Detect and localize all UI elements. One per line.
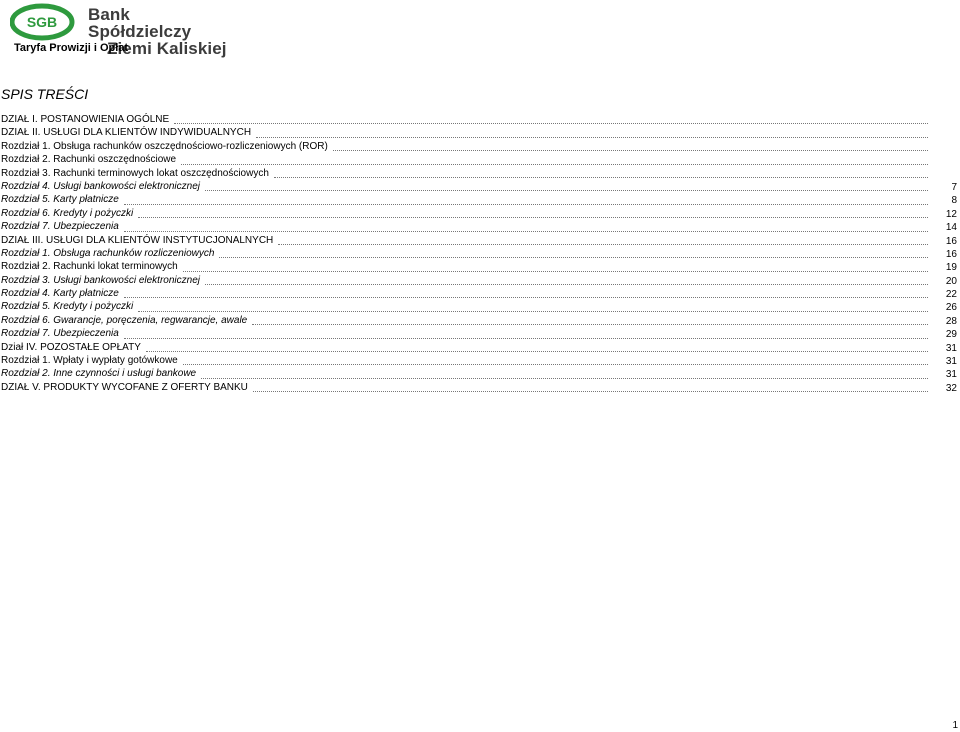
dot-leader <box>124 204 928 205</box>
dot-leader <box>183 271 928 272</box>
dot-leader <box>253 391 928 392</box>
toc-entry-label: Rozdział 1. Obsługa rachunków oszczędnościowo-rozliczeniowych (ROR) <box>1 140 331 153</box>
toc-entry-label: Rozdział 2. Rachunki oszczędnościowe <box>1 153 179 166</box>
toc-entry[interactable] <box>0 287 958 300</box>
toc-entry-page: 31 <box>945 369 957 381</box>
toc-entry-label: DZIAŁ I. POSTANOWIENIA OGÓLNE <box>1 113 172 126</box>
toc-entry[interactable] <box>0 153 958 166</box>
toc-entry-label: DZIAŁ II. USŁUGI DLA KLIENTÓW INDYWIDUALNYCH <box>1 126 254 139</box>
toc-entry-page: 22 <box>945 289 957 301</box>
dot-leader <box>174 123 928 124</box>
toc-entry[interactable] <box>0 274 958 287</box>
dot-leader <box>146 351 928 352</box>
toc-entry[interactable] <box>0 247 958 260</box>
toc-entry-label: Rozdział 2. Inne czynności i usługi bankowe <box>1 367 199 380</box>
toc-entry-page: 31 <box>945 342 957 354</box>
toc-entry[interactable] <box>0 341 958 354</box>
dot-leader <box>181 164 928 165</box>
dot-leader <box>252 324 928 325</box>
dot-leader <box>124 231 928 232</box>
toc-entry-label: Rozdział 6. Gwarancje, poręczenia, regwarancje, awale <box>1 314 250 327</box>
toc-entry[interactable] <box>0 234 958 247</box>
toc-entry-page: 7 <box>951 181 957 193</box>
toc-entry[interactable] <box>0 167 958 180</box>
toc-entry[interactable] <box>0 314 958 327</box>
toc-entry-label: Rozdział 7. Ubezpieczenia <box>1 220 122 233</box>
dot-leader <box>256 137 928 138</box>
toc-entry[interactable] <box>0 113 958 126</box>
toc-entry[interactable] <box>0 327 958 340</box>
toc-entry-label: Rozdział 3. Rachunki terminowych lokat oszczędnościowych <box>1 167 272 180</box>
toc-entry-page: 8 <box>951 195 957 207</box>
toc-entry[interactable] <box>0 207 958 220</box>
toc-entry-page: 20 <box>945 275 957 287</box>
dot-leader <box>138 311 928 312</box>
dot-leader <box>274 177 928 178</box>
toc-entry[interactable] <box>0 140 958 153</box>
toc-entry[interactable] <box>0 220 958 233</box>
dot-leader <box>333 150 928 151</box>
toc-entry-page: 28 <box>945 315 957 327</box>
dot-leader <box>219 257 928 258</box>
toc-entry-label: Rozdział 2. Rachunki lokat terminowych <box>1 260 181 273</box>
dot-leader <box>183 364 928 365</box>
toc-entry-label: Rozdział 3. Usługi bankowości elektronicznej <box>1 274 203 287</box>
bank-name-line1: Bank Spółdzielczy <box>88 5 192 41</box>
toc-entry-label: DZIAŁ V. PRODUKTY WYCOFANE Z OFERTY BANKU <box>1 381 251 394</box>
toc-entry[interactable] <box>0 260 958 273</box>
toc-entry[interactable] <box>0 126 958 139</box>
dot-leader <box>278 244 928 245</box>
toc-entry-label: Rozdział 1. Wpłaty i wypłaty gotówkowe <box>1 354 181 367</box>
toc-entry-page: 19 <box>945 262 957 274</box>
bank-name-line2: Ziemi Kaliskiej <box>107 39 227 58</box>
logo-text: SGB <box>26 14 58 30</box>
toc-entry[interactable] <box>0 193 958 206</box>
toc-entry-page: 14 <box>945 222 957 234</box>
dot-leader <box>124 338 928 339</box>
toc-entry-label: Rozdział 4. Usługi bankowości elektronicznej <box>1 180 203 193</box>
table-of-contents <box>0 113 958 394</box>
toc-entry-page: 16 <box>945 235 957 247</box>
toc-entry[interactable] <box>0 180 958 193</box>
toc-entry[interactable] <box>0 367 958 380</box>
toc-entry-label: Dział IV. POZOSTAŁE OPŁATY <box>1 341 144 354</box>
document-subtitle: Taryfa Prowizji i Opłat <box>14 42 129 54</box>
dot-leader <box>124 297 928 298</box>
dot-leader <box>205 190 928 191</box>
page-number: 1 <box>952 720 958 731</box>
toc-entry[interactable] <box>0 354 958 367</box>
toc-entry-label: Rozdział 6. Kredyty i pożyczki <box>1 207 136 220</box>
toc-entry-page: 16 <box>945 248 957 260</box>
toc-entry-label: Rozdział 5. Kredyty i pożyczki <box>1 300 136 313</box>
toc-entry-page: 32 <box>945 382 957 394</box>
toc-entry[interactable] <box>0 300 958 313</box>
sgb-logo-icon <box>10 2 76 42</box>
dot-leader <box>205 284 928 285</box>
toc-entry-page: 31 <box>945 356 957 368</box>
toc-entry-label: Rozdział 4. Karty płatnicze <box>1 287 122 300</box>
toc-title: SPIS TREŚCI <box>1 86 89 102</box>
toc-entry-label: DZIAŁ III. USŁUGI DLA KLIENTÓW INSTYTUCJONALNYCH <box>1 234 276 247</box>
toc-entry-label: Rozdział 1. Obsługa rachunków rozliczeniowych <box>1 247 217 260</box>
toc-entry-label: Rozdział 5. Karty płatnicze <box>1 193 122 206</box>
dot-leader <box>138 217 928 218</box>
toc-entry-page: 12 <box>945 208 957 220</box>
toc-entry[interactable] <box>0 381 958 394</box>
toc-entry-page: 26 <box>945 302 957 314</box>
toc-entry-page: 29 <box>945 329 957 341</box>
toc-entry-label: Rozdział 7. Ubezpieczenia <box>1 327 122 340</box>
dot-leader <box>201 378 928 379</box>
